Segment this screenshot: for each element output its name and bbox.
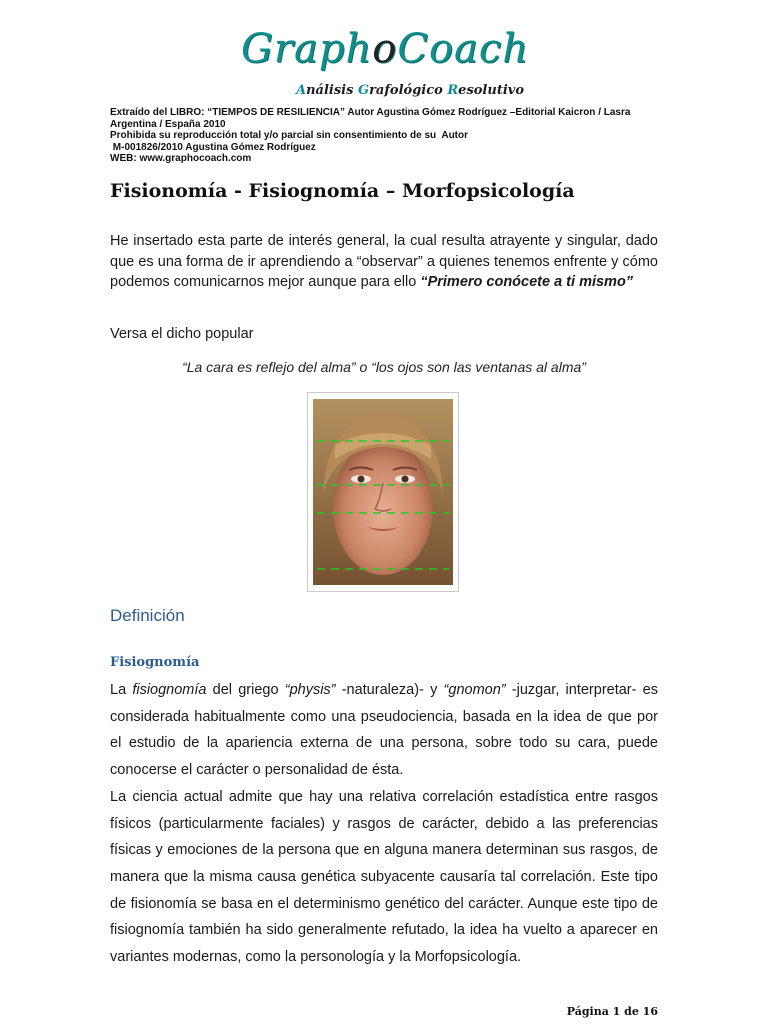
source-line: Extraído del LIBRO: “TIEMPOS DE RESILIENCIA” Autor Agustina Gómez Rodríguez –Editorial Kaicron / Lasra Argentina / España 2010 [110, 107, 633, 130]
subsection-heading-fisiognomia: Fisiognomía [110, 655, 200, 670]
page-number: Página 1 de 16 [566, 1005, 658, 1018]
face-illustration [313, 399, 453, 585]
saying-intro: Versa el dicho popular [110, 326, 254, 342]
intro-paragraph: He insertado esta parte de interés general, la cual resulta atrayente y singular, dado que es una forma de ir aprendiendo a “observar” a quienes tenemos enfrente y cómo podemos comunicarnos mejor aunque para ello “Primero conócete a ti mismo” [110, 233, 658, 290]
page-title: Fisionomía - Fisiognomía – Morfopsicología [110, 180, 575, 202]
graphocoach-logo [230, 26, 540, 106]
popular-saying: “La cara es reflejo del alma” o “los ojos son las ventanas al alma” [182, 359, 586, 375]
paragraph-1: La fisiognomía del griego “physis” -naturaleza)- y “gnomon” -juzgar, interpretar- es considerada habitualmente como una pseudociencia, basada en la idea de que por el estudio de la apariencia externa de una persona, sobre todo su cara, puede conocerse el carácter o personalidad de ésta. [110, 682, 658, 779]
face-photo [307, 392, 459, 592]
source-info [110, 107, 655, 165]
copyright-line: Prohibida su reproducción total y/o parcial sin consentimiento de su Autor [110, 130, 469, 141]
website-line: WEB: www.graphocoach.com [110, 153, 252, 164]
section-heading-definicion: Definición [110, 606, 185, 625]
logo-tagline: Análisis Grafológico Resolutivo [296, 83, 524, 98]
definition-body [110, 677, 658, 971]
logo-wordmark: GraphoCoach [240, 26, 530, 72]
paragraph-2: La ciencia actual admite que hay una relativa correlación estadística entre rasgos físicos (particularmente faciales) y rasgos de carácter, debido a las preferencias físicas y emociones de la persona que en alguna manera determinan sus rasgos, de manera que la misma causa genética subyacente causaría tal correlación. Este tipo de fisionomía se basa en el determinismo genético del carácter. Aunque este tipo de fisiognomía también ha sido generalmente refutado, la idea ha vuelto a aparecer en variantes modernas, como la personología y la Morfopsicología. [110, 788, 658, 966]
registration-line: M-001826/2010 Agustina Gómez Rodríguez [110, 141, 316, 153]
intro-quote: “Primero conócete a ti mismo” [420, 274, 634, 290]
